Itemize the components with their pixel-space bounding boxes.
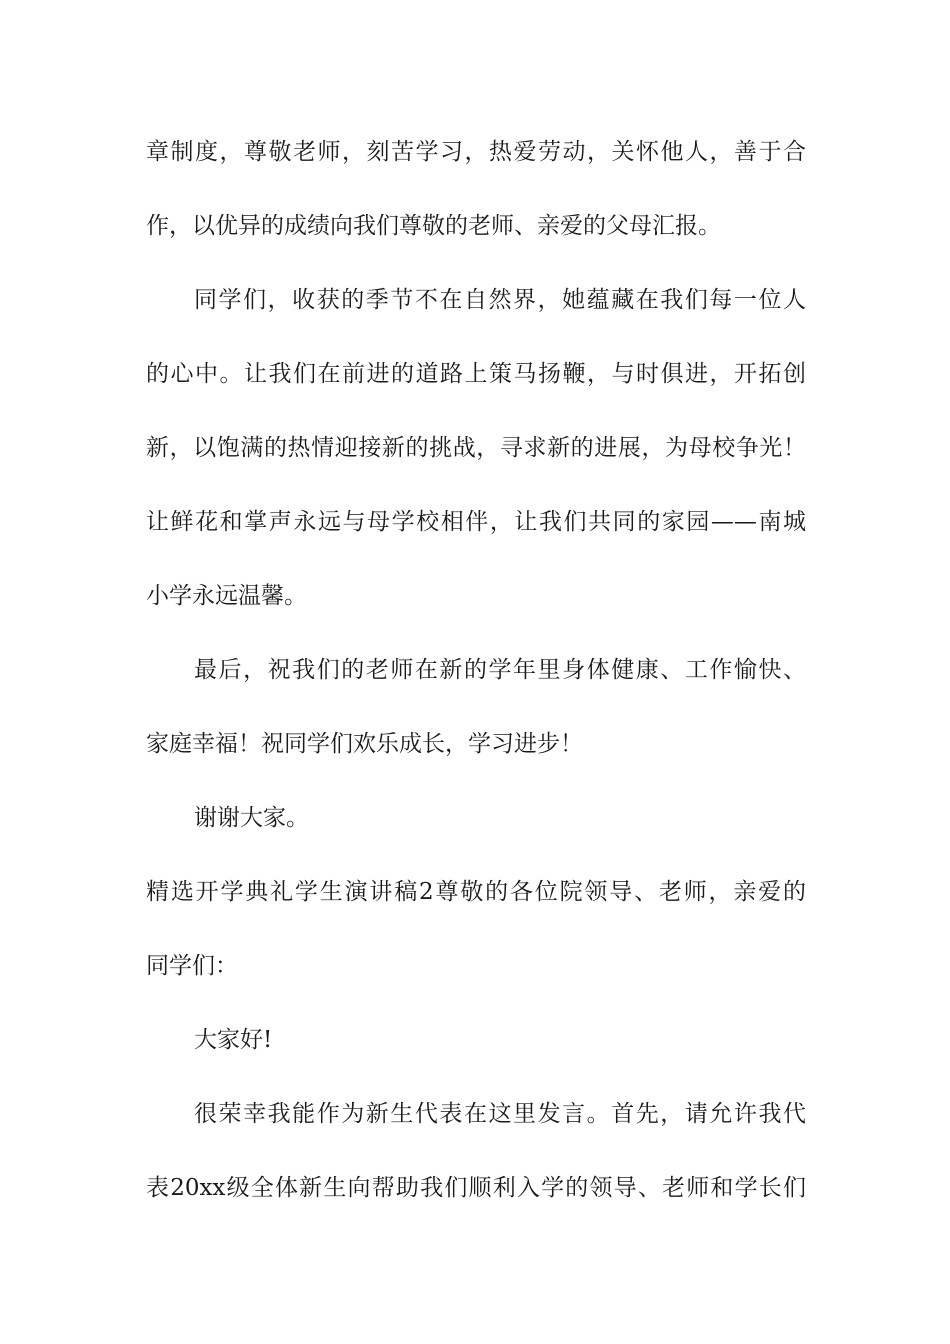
paragraph-start-line: 大家好! (194, 1027, 273, 1053)
paragraph-start-line: 谢谢大家。 (194, 805, 309, 831)
text-line: 同学们： (146, 953, 238, 979)
section-heading-line: 精选开学典礼学生演讲稿2尊敬的各位院领导、老师，亲爱的 (146, 879, 806, 905)
text-line: 小学永远温馨。 (146, 583, 307, 609)
text-line: 的心中。让我们在前进的道路上策马扬鞭，与时俱进，开拓创 (146, 361, 806, 387)
text-line: 家庭幸福！祝同学们欢乐成长，学习进步！ (146, 731, 583, 757)
text-line: 新，以饱满的热情迎接新的挑战，寻求新的进展，为母校争光！ (146, 435, 806, 461)
paragraph-start-line: 最后，祝我们的老师在新的学年里身体健康、工作愉快、 (194, 657, 806, 683)
text-line: 让鲜花和掌声永远与母学校相伴，让我们共同的家园——南城 (146, 509, 806, 535)
text-line: 章制度，尊敬老师，刻苦学习，热爱劳动，关怀他人，善于合 (146, 139, 806, 165)
text-line: 表20xx级全体新生向帮助我们顺利入学的领导、老师和学长们 (146, 1175, 806, 1201)
paragraph-start-line: 同学们，收获的季节不在自然界，她蕴藏在我们每一位人 (194, 287, 806, 313)
paragraph-start-line: 很荣幸我能作为新生代表在这里发言。首先，请允许我代 (194, 1101, 806, 1127)
text-line: 作，以优异的成绩向我们尊敬的老师、亲爱的父母汇报。 (146, 213, 721, 239)
